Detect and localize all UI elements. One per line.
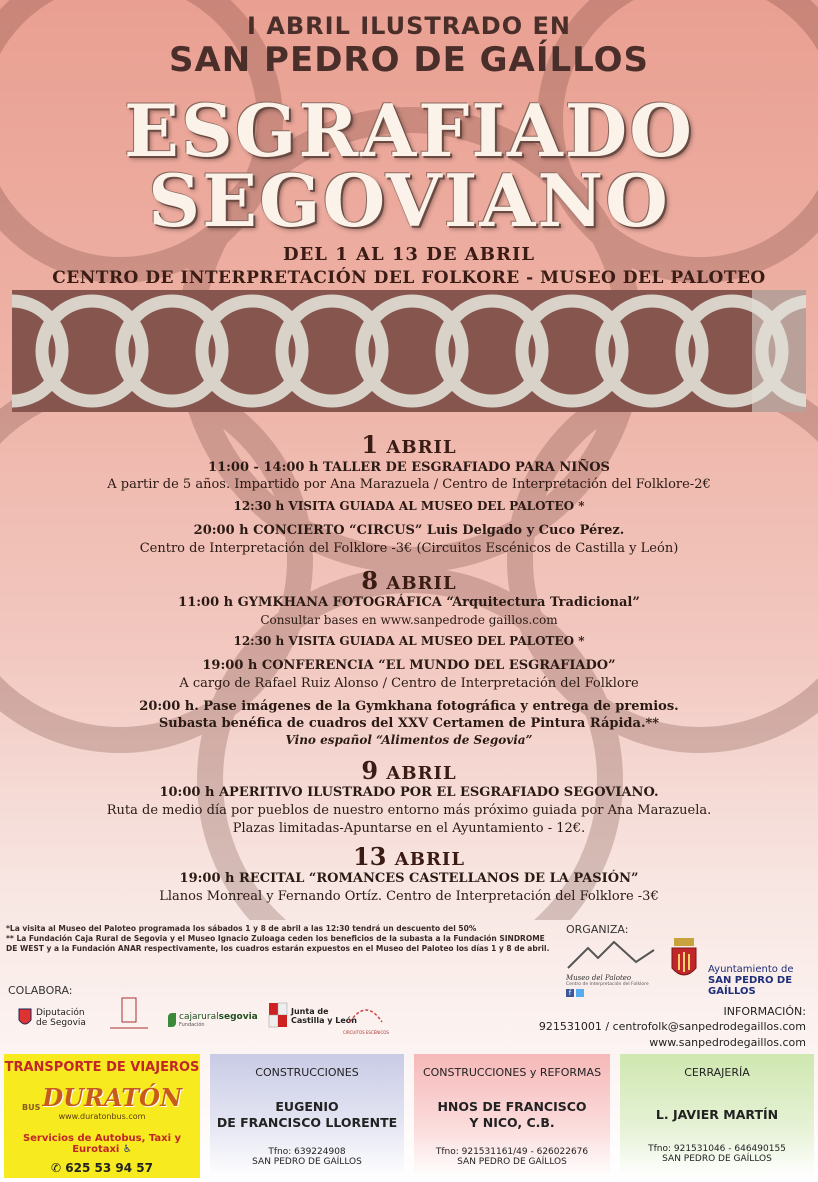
duraton-website: www.duratonbus.com — [58, 1112, 146, 1121]
hnos-place: SAN PEDRO DE GAÍLLOS — [457, 1157, 567, 1167]
hnos-name-2: Y NICO, C.B. — [469, 1115, 555, 1130]
cerrajeria-title: CERRAJERÍA — [684, 1066, 750, 1079]
junta-shield-icon — [268, 1002, 288, 1030]
footnote-1: *La visita al Museo del Paloteo programada los sábados 1 y 8 de abril a las 12:30 tendrá un descuento del 50% — [6, 924, 477, 933]
info-label: INFORMACIÓN: — [723, 1005, 806, 1018]
date-range: DEL 1 AL 13 DE ABRIL — [282, 244, 536, 265]
sponsor-cerrajeria — [620, 1054, 814, 1178]
header-line-1: I ABRIL ILUSTRADO EN — [247, 12, 571, 40]
day-1-line-1: 11:00 - 14:00 h TALLER DE ESGRAFIADO PARA NIÑOS — [208, 460, 610, 475]
footnotes — [6, 924, 561, 954]
organiza-label: ORGANIZA: — [566, 923, 629, 936]
eugenio-place: SAN PEDRO DE GAÍLLOS — [252, 1157, 362, 1167]
junta-castilla-leon-logo: Junta de Castilla y León — [268, 1002, 357, 1030]
duraton-phone: ✆ 625 53 94 57 — [51, 1161, 153, 1175]
footnote-2: ** La Fundación Caja Rural de Segovia y el Museo Ignacio Zuloaga ceden los beneficios de la subasta a la Fundación SINDROME — [6, 934, 545, 943]
hnos-phone: Tfno: 921531161/49 - 626022676 — [435, 1147, 589, 1157]
day-8-line-1: 11:00 h GYMKHANA FOTOGRÁFICA “Arquitectura Tradicional” — [178, 595, 640, 610]
day-9-line-2: Ruta de medio día por pueblos de nuestro entorno más próximo guiada por Ana Marazuela. — [106, 803, 712, 818]
day-1-heading: 1 ABRIL — [361, 430, 457, 459]
info-website[interactable]: www.sanpedrodegaillos.com — [649, 1036, 806, 1049]
museo-name: Museo del Paloteo — [566, 974, 632, 982]
day-8-line-6: 20:00 h. Pase imágenes de la Gymkhana fotográfica y entrega de premios. — [139, 699, 679, 714]
twitter-icon[interactable] — [576, 989, 584, 997]
duraton-service: Servicios de Autobus, Taxi y Eurotaxi ♿ — [22, 1133, 182, 1155]
title-esgrafiado: ESGRAFIADO — [124, 88, 694, 173]
esgrafiado-band-image — [12, 290, 806, 412]
day-1-line-5: Centro de Interpretación del Folklore -3€ (Circuitos Escénicos de Castilla y León) — [139, 541, 679, 556]
hnos-title: CONSTRUCCIONES y REFORMAS — [422, 1066, 602, 1079]
day-9-line-1: 10:00 h APERITIVO ILUSTRADO POR EL ESGRAFIADO SEGOVIANO. — [159, 785, 659, 800]
wheelchair-icon: ♿ — [122, 1144, 132, 1155]
circuitos-escenicos-logo: CIRCUITOS ESCÉNICOS — [338, 1004, 394, 1035]
venue: CENTRO DE INTERPRETACIÓN DEL FOLKORE - MUSEO DEL PALOTEO — [52, 268, 766, 288]
day-1-line-3: 12:30 h VISITA GUIADA AL MUSEO DEL PALOTEO * — [233, 499, 585, 513]
circuitos-icon — [346, 1004, 386, 1026]
ayuntamiento-coat-of-arms-icon — [668, 936, 700, 984]
diputacion-shield-icon — [18, 1008, 32, 1028]
facebook-icon[interactable]: f — [566, 989, 574, 997]
duraton-title: TRANSPORTE DE VIAJEROS — [4, 1060, 200, 1075]
day-8-line-8: Vino español “Alimentos de Segovia” — [285, 733, 533, 747]
sponsor-hnos-francisco — [414, 1054, 610, 1178]
day-13-heading: 13 ABRIL — [353, 842, 465, 871]
duraton-brand: DURATÓN — [42, 1083, 183, 1112]
day-13-line-1: 19:00 h RECITAL “ROMANCES CASTELLANOS DE LA PASIÓN” — [179, 871, 639, 886]
sponsor-eugenio — [210, 1054, 404, 1178]
ayuntamiento-name: Ayuntamiento de SAN PEDRO DE GAÍLLOS — [708, 964, 794, 997]
day-1-line-4: 20:00 h CONCIERTO “CIRCUS” Luis Delgado y Cuco Pérez. — [193, 523, 625, 538]
sponsor-duraton — [4, 1054, 200, 1178]
museo-paloteo-logo — [566, 940, 656, 996]
title-segoviano: SEGOVIANO — [148, 158, 670, 243]
cerrajeria-place: SAN PEDRO DE GAÍLLOS — [662, 1154, 772, 1164]
day-8-heading: 8 ABRIL — [361, 566, 457, 595]
phone-icon: ✆ — [51, 1161, 62, 1175]
mountain-icon — [566, 940, 656, 970]
day-9-heading: 9 ABRIL — [361, 756, 457, 785]
zuloaga-museum-logo-icon — [106, 996, 152, 1034]
colabora-label: COLABORA: — [8, 984, 73, 997]
day-8-line-4: 19:00 h CONFERENCIA “EL MUNDO DEL ESGRAFIADO” — [202, 658, 616, 673]
cajarural-leaf-icon — [168, 1013, 176, 1027]
day-8-line-3: 12:30 h VISITA GUIADA AL MUSEO DEL PALOTEO * — [233, 634, 585, 648]
cajarural-logo: cajaruralsegovia Fundación — [168, 1012, 258, 1028]
cerrajeria-name: L. JAVIER MARTÍN — [655, 1107, 779, 1122]
eugenio-name-2: DE FRANCISCO LLORENTE — [216, 1115, 398, 1130]
info-contact[interactable]: 921531001 / centrofolk@sanpedrodegaillos.com — [538, 1020, 806, 1033]
footnote-3: DE WEST y a la Fundación ANAR respectivamente, los cuadros estarán expuestos en el Museo del Paloteo los días 1 y 8 de abril. — [6, 944, 550, 953]
day-8-line-7: Subasta benéfica de cuadros del XXV Certamen de Pintura Rápida.** — [158, 716, 660, 731]
eugenio-phone: Tfno: 639224908 — [268, 1147, 346, 1157]
diputacion-segovia-logo: Diputación de Segovia — [18, 1008, 86, 1028]
day-9-line-3: Plazas limitadas-Apuntarse en el Ayuntamiento - 12€. — [232, 821, 586, 836]
day-13-line-2: Llanos Monreal y Fernando Ortíz. Centro de Interpretación del Folklore -3€ — [159, 889, 659, 904]
day-1-line-2: A partir de 5 años. Impartido por Ana Marazuela / Centro de Interpretación del Folklore-2€ — [107, 477, 711, 492]
eugenio-name-1: EUGENIO — [275, 1099, 339, 1114]
cerrajeria-phone: Tfno: 921531046 - 646490155 — [648, 1144, 786, 1154]
duraton-bus: BUS — [21, 1103, 41, 1112]
museo-subtitle: Centro de Interpretación del Folklore — [566, 982, 649, 987]
day-8-line-2: Consultar bases en www.sanpedrode gaillos.com — [260, 613, 558, 627]
header-line-2: SAN PEDRO DE GAÍLLOS — [168, 40, 650, 80]
day-8-line-5: A cargo de Rafael Ruiz Alonso / Centro de Interpretación del Folklore — [179, 676, 639, 691]
eugenio-title: CONSTRUCCIONES — [255, 1066, 359, 1079]
hnos-name-1: HNOS DE FRANCISCO — [437, 1099, 587, 1114]
